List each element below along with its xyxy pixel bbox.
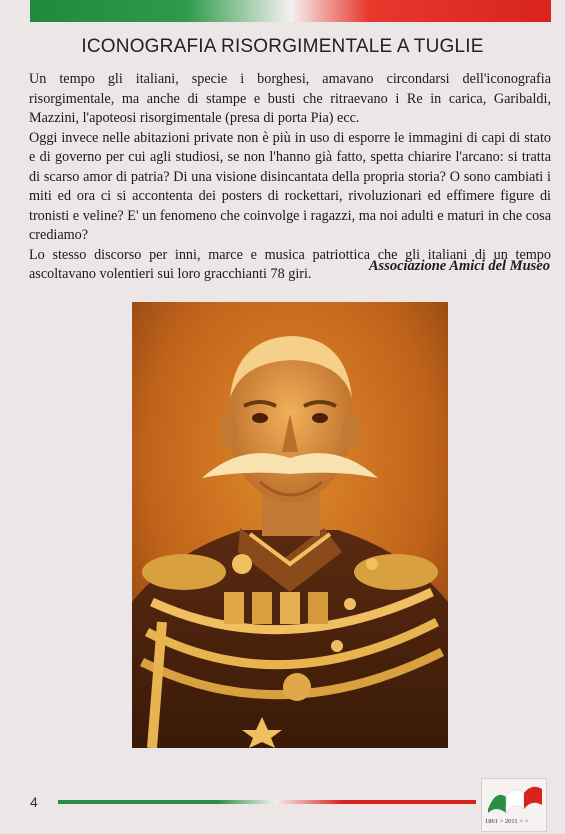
signature: Associazione Amici del Museo [368, 258, 550, 274]
tricolor-header-band [30, 0, 551, 22]
page-number: 4 [30, 794, 38, 810]
paragraph-3: Lo stesso discorso per inni, marce e musica patriottica che gli italiani di un tempo ascoltavano volentieri sui loro gracchianti 78 giri. [29, 246, 551, 282]
flag-icon [482, 779, 546, 817]
tricolor-footer-rule [58, 800, 476, 804]
page-title: ICONOGRAFIA RISORGIMENTALE A TUGLIE [81, 36, 484, 57]
paragraph-1: Un tempo gli italiani, specie i borghesi, amavano circondarsi dell'iconografia risorgimentale, ma anche di stampe e busti che ritraevano i Re in carica, Garibaldi, Mazzini, l'apoteosi risorgimentale (presa di porta Pia) ecc. [29, 71, 551, 126]
logo-caption: 1861 > 2011 > > [485, 818, 529, 825]
portrait-photo [132, 302, 448, 748]
article-body [29, 70, 551, 285]
paragraph-2: Oggi invece nelle abitazioni private non è più in uso di esporre le immagini di capi di stato e di governo per cui agli studiosi, se non l'hanno già fatto, spetta chiarire l'arcano: si tratta di scarso amor di patria? Di una visione disincantata della propria storia? O sono cambiati i miti ed ora ci si accontenta dei posters di rockettari, rivoluzionari ed effimere figure di tronisti e veline? E' un fenomeno che coinvolge i ragazzi, ma noi adulti e maturi in che cosa crediamo? [29, 129, 551, 243]
anniversary-logo [481, 778, 547, 832]
